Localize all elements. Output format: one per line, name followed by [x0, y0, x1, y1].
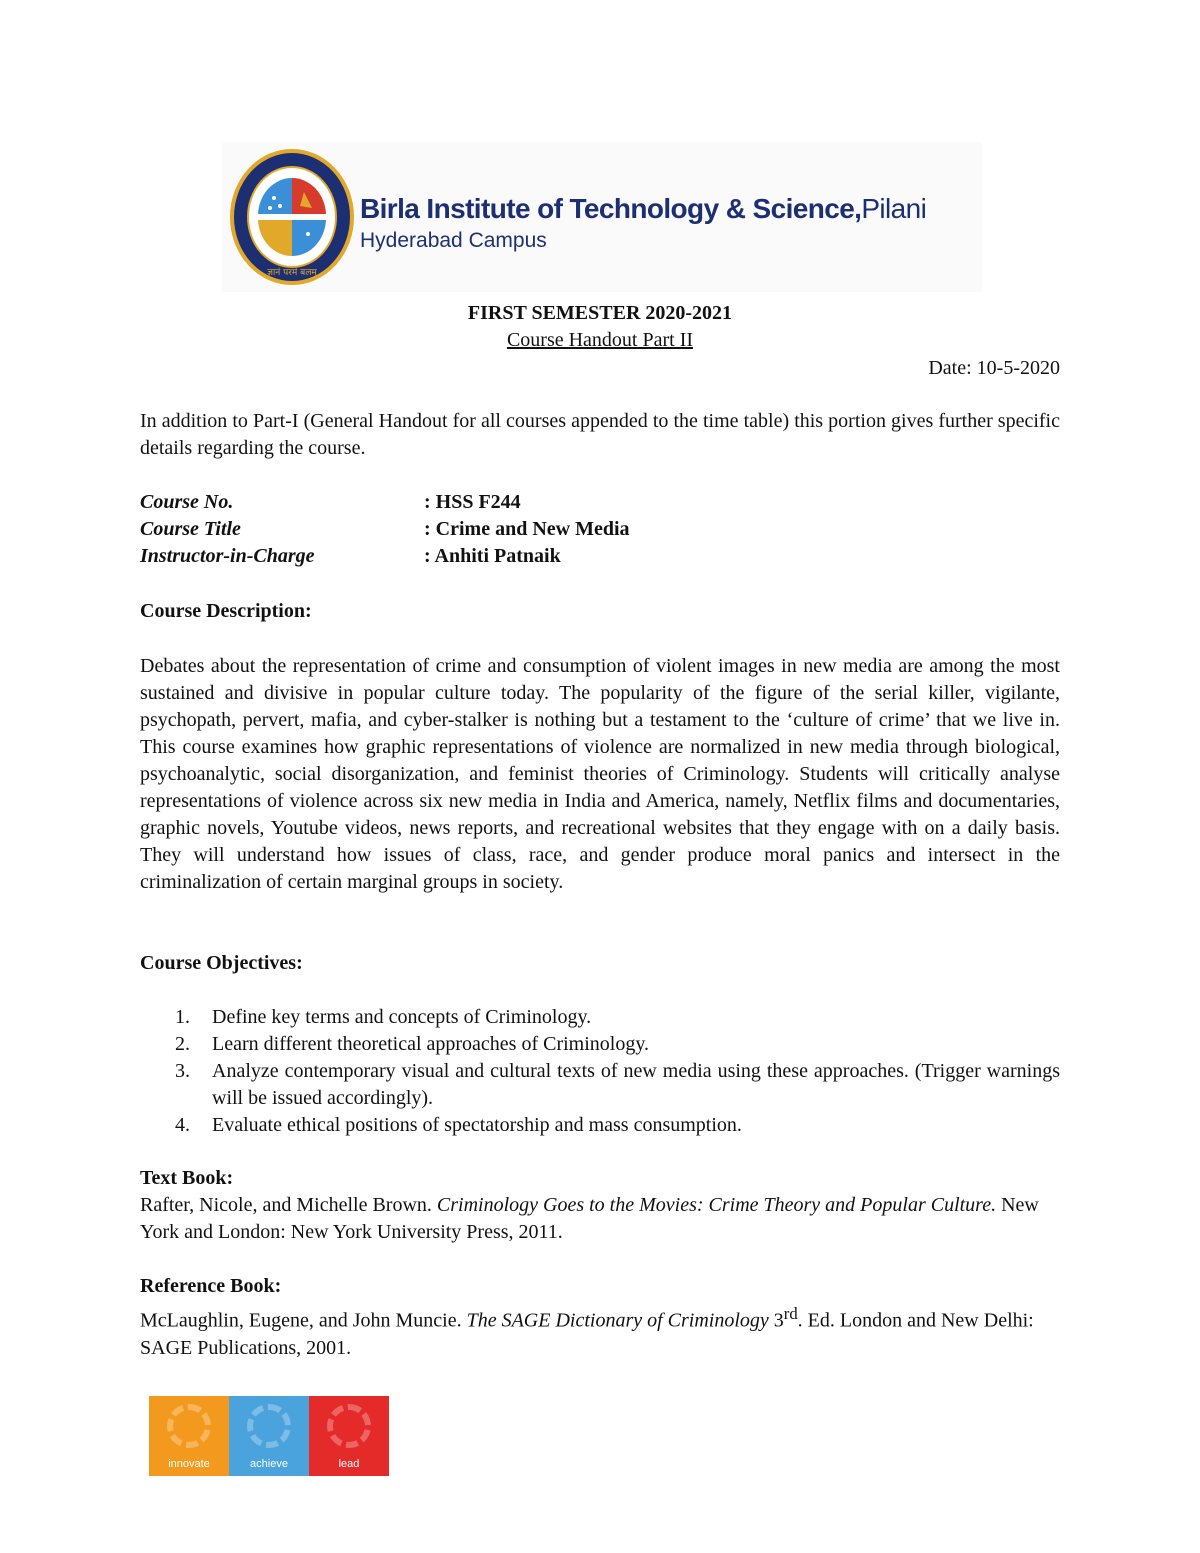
- course-title-value: : Crime and New Media: [424, 518, 630, 540]
- reference-book-citation: [140, 1300, 1040, 1362]
- objective-item: [140, 1004, 1060, 1031]
- text-book-title: Criminology Goes to the Movies: Crime Theory and Popular Culture.: [436, 1194, 997, 1216]
- reference-book-heading: Reference Book:: [140, 1275, 282, 1297]
- gear-icon: [247, 1404, 291, 1448]
- innovate-band: [149, 1396, 229, 1476]
- reference-book-edition-suffix: rd: [783, 1304, 798, 1323]
- course-description-text: Debates about the representation of crime and consumption of violent images in new media are among the most sustained and divisive in popular culture today. The popularity of the figure of the serial killer, vigilante, psychopath, pervert, mafia, and cyber-stalker is nothing but a testament to the ‘culture of crime’ that we live in. This course examines how graphic representations of violence are normalized in new media through biological, psychoanalytic, social disorganization, and feminist theories of Criminology. Students will critically analyse representations of violence across six new media in India and America, namely, Netflix films and documentaries, graphic novels, Youtube videos, news reports, and recreational websites that they engage with on a daily basis. They will understand how issues of class, race, and gender produce moral panics and intersect in the criminalization of certain marginal groups in society.: [140, 655, 1060, 893]
- reference-book-authors: McLaughlin, Eugene, and John Muncie.: [140, 1309, 467, 1332]
- footer-banner: [149, 1396, 389, 1476]
- objective-item: [140, 1112, 1060, 1139]
- intro-paragraph: [140, 408, 1060, 462]
- objective-number: 3.: [175, 1060, 190, 1082]
- objective-text: Learn different theoretical approaches of Criminology.: [212, 1033, 650, 1055]
- semester-title: FIRST SEMESTER 2020-2021: [467, 302, 733, 324]
- handout-title: Course Handout Part II: [506, 329, 694, 351]
- objective-text: Define key terms and concepts of Criminology.: [212, 1006, 592, 1028]
- course-description: [140, 653, 1060, 896]
- instructor-value: : Anhiti Patnaik: [424, 545, 561, 567]
- objective-item: [140, 1031, 1060, 1058]
- institute-seal-icon: [228, 148, 356, 286]
- course-description-heading: Course Description:: [140, 600, 312, 622]
- institute-logo-header: [222, 142, 982, 292]
- gear-icon: [167, 1404, 211, 1448]
- course-title-label: Course Title: [140, 518, 241, 540]
- objective-number: 2.: [175, 1033, 190, 1055]
- objective-text: Analyze contemporary visual and cultural texts of new media using these approaches. (Trigger warnings will be issued accordingly).: [212, 1060, 1060, 1109]
- instructor-label: Instructor-in-Charge: [140, 545, 315, 567]
- instructor-row: [140, 543, 1060, 570]
- text-book-authors: Rafter, Nicole, and Michelle Brown.: [140, 1194, 437, 1216]
- institution-name: [360, 192, 926, 226]
- course-number-value: : HSS F244: [424, 491, 521, 513]
- course-objectives-heading: Course Objectives:: [140, 952, 303, 974]
- objectives-list: [140, 1004, 1060, 1139]
- seal-motto: ज्ञानं परमं बलम्: [267, 268, 317, 278]
- reference-book-title: The SAGE Dictionary of Criminology: [466, 1309, 769, 1332]
- institution-name-suffix: Pilani: [861, 193, 927, 224]
- reference-book-publisher: . Ed. London and New Delhi: SAGE Publications, 2001.: [140, 1309, 1034, 1359]
- lead-label: lead: [338, 1458, 360, 1470]
- objective-number: 1.: [175, 1006, 190, 1028]
- reference-book-edition: 3: [768, 1309, 784, 1332]
- campus-name: Hyderabad Campus: [360, 229, 547, 252]
- institution-name-main: Birla Institute of Technology & Science,: [360, 193, 862, 224]
- text-book-publisher: New York and London: New York University Press, 2011.: [140, 1194, 1039, 1243]
- innovate-label: innovate: [168, 1458, 210, 1470]
- objective-number: 4.: [175, 1114, 190, 1136]
- text-book-citation: [140, 1192, 1040, 1246]
- objective-text: Evaluate ethical positions of spectatorship and mass consumption.: [212, 1114, 742, 1136]
- course-title-row: [140, 516, 1060, 543]
- achieve-label: achieve: [250, 1458, 288, 1470]
- text-book-heading: Text Book:: [140, 1167, 234, 1189]
- course-number-row: [140, 489, 1060, 516]
- objective-item: [140, 1058, 1060, 1112]
- handout-date: Date: 10-5-2020: [928, 357, 1060, 379]
- lead-band: [309, 1396, 389, 1476]
- intro-text: In addition to Part-I (General Handout for all courses appended to the time table) this portion gives further specific details regarding the course.: [140, 410, 1060, 459]
- course-number-label: Course No.: [140, 491, 234, 513]
- achieve-band: [229, 1396, 309, 1476]
- gear-icon: [327, 1404, 371, 1448]
